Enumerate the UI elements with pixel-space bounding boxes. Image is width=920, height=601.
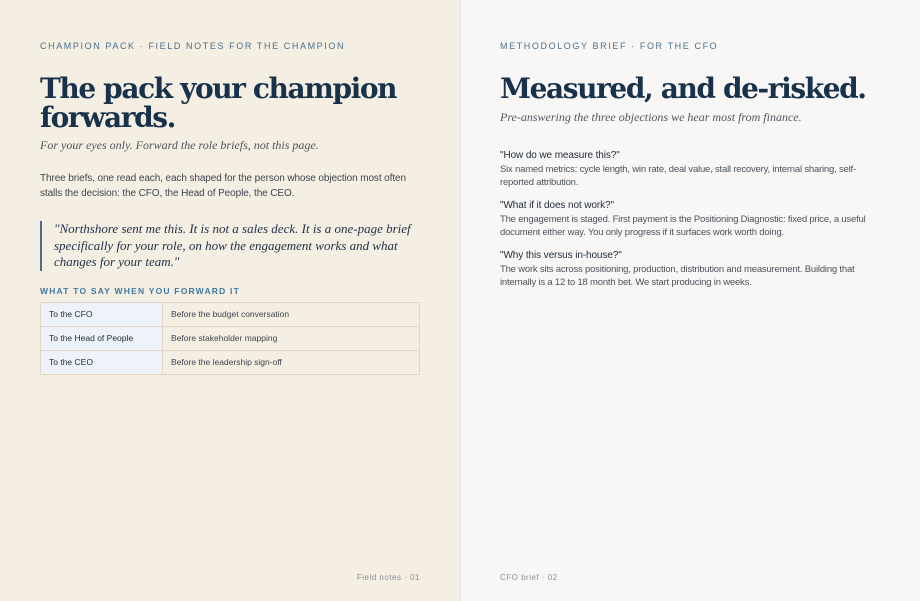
- objection-question: "How do we measure this?": [500, 150, 620, 161]
- timing-cell: Before the leadership sign-off: [163, 350, 420, 374]
- page-lede: For your eyes only. Forward the role briefs, not this page.: [40, 138, 319, 152]
- intro-paragraph: Three briefs, one read each, each shaped for the person whose objection most often stalls the decision: the CFO, the Head of People, the CEO.: [40, 173, 406, 199]
- timing-cell: Before the budget conversation: [163, 302, 420, 326]
- objection-item: [500, 149, 880, 189]
- table-row: [41, 350, 420, 374]
- table-row: [41, 326, 420, 350]
- role-cell: To the CEO: [41, 350, 163, 374]
- page-folio: Field notes · 01: [356, 573, 420, 582]
- table-row: [41, 302, 420, 326]
- page-lede: Pre-answering the three objections we hear most from finance.: [500, 110, 802, 124]
- forward-table: [40, 302, 420, 375]
- page-eyebrow: METHODOLOGY BRIEF · FOR THE CFO: [500, 41, 719, 51]
- page-title: Measured, and de-risked.: [500, 72, 866, 105]
- objection-question: "What if it does not work?": [500, 200, 614, 211]
- role-cell: To the CFO: [41, 302, 163, 326]
- objection-item: [500, 249, 880, 289]
- page-folio: CFO brief · 02: [500, 573, 558, 582]
- page-title: The pack your champion forwards.: [40, 72, 397, 134]
- objection-item: [500, 199, 880, 239]
- forward-quote: "Northshore sent me this. It is not a sales deck. It is a one-page brief specifically for your role, on how the engagement works and what changes for your team.": [40, 221, 420, 271]
- objection-answer: Six named metrics: cycle length, win rate, deal value, stall recovery, internal sharing, self-reported attribution.: [500, 164, 856, 188]
- timing-cell: Before stakeholder mapping: [163, 326, 420, 350]
- cfo-brief-page: [460, 0, 920, 601]
- objection-question: "Why this versus in-house?": [500, 250, 622, 261]
- objection-answer: The engagement is staged. First payment is the Positioning Diagnostic: fixed price, a useful document either way. You only progress if it surfaces work worth doing.: [500, 214, 866, 238]
- role-cell: To the Head of People: [41, 326, 163, 350]
- page-eyebrow: CHAMPION PACK · FIELD NOTES FOR THE CHAMPION: [40, 41, 346, 51]
- objection-answer: The work sits across positioning, production, distribution and measurement. Building that internally is a 12 to 18 month bet. We start producing in weeks.: [500, 264, 855, 288]
- objection-list: [500, 149, 880, 289]
- section-label: WHAT TO SAY WHEN YOU FORWARD IT: [40, 285, 240, 296]
